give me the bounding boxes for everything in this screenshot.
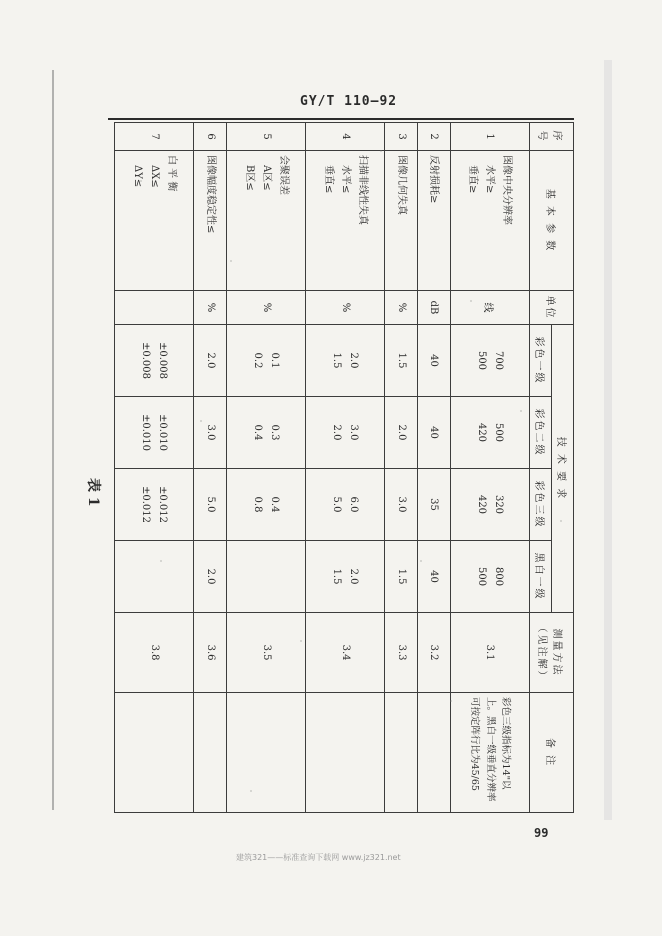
unit-cell bbox=[115, 291, 194, 325]
scan-speck bbox=[420, 560, 422, 562]
table-row bbox=[226, 123, 305, 813]
l3-line: ±0.012 bbox=[157, 485, 169, 523]
l2-line: 0.3 bbox=[269, 424, 281, 441]
bw-cell bbox=[194, 541, 227, 613]
l3-line: 420 bbox=[475, 494, 487, 515]
scan-speck bbox=[300, 640, 302, 642]
note-cell bbox=[226, 693, 305, 813]
bw-line: 1.5 bbox=[331, 568, 343, 585]
standard-code: GY/T 110—92 bbox=[300, 94, 398, 109]
param-line: A区≤ bbox=[260, 165, 272, 191]
l3-line: 5.0 bbox=[331, 496, 343, 513]
scan-speck bbox=[250, 790, 252, 792]
param-line: 垂直≥ bbox=[467, 165, 479, 194]
l3-cell bbox=[115, 469, 194, 541]
l3-line: 35 bbox=[428, 498, 440, 511]
param-cell bbox=[450, 151, 529, 291]
l1-cell bbox=[194, 325, 227, 397]
spec-table-container bbox=[114, 122, 574, 812]
bw-line: 800 bbox=[492, 566, 504, 587]
l2-line: ±0.010 bbox=[157, 413, 169, 451]
note-cell bbox=[194, 693, 227, 813]
col-tech-req: 技 术 要 求 bbox=[552, 325, 574, 613]
l1-cell bbox=[385, 325, 418, 397]
bw-cell bbox=[226, 541, 305, 613]
scan-speck bbox=[230, 260, 232, 262]
table-row bbox=[385, 123, 418, 813]
note-cell bbox=[115, 693, 194, 813]
l2-cell bbox=[418, 397, 451, 469]
watermark-text: 建筑321——标准查询下载网 www.jz321.net bbox=[236, 853, 401, 862]
unit-cell: dB bbox=[418, 291, 451, 325]
table-title: 表 1 bbox=[85, 478, 101, 507]
method-cell: 3.4 bbox=[306, 613, 385, 693]
table-row bbox=[418, 123, 451, 813]
header-rule bbox=[108, 118, 574, 120]
seq-cell: 1 bbox=[450, 123, 529, 151]
l1-cell bbox=[450, 325, 529, 397]
l1-line: ±0.008 bbox=[140, 341, 152, 379]
l2-line: 2.0 bbox=[395, 424, 407, 441]
seq-cell: 7 bbox=[115, 123, 194, 151]
method-cell: 3.5 bbox=[226, 613, 305, 693]
note-cell bbox=[306, 693, 385, 813]
table-row bbox=[194, 123, 227, 813]
param-cell bbox=[115, 151, 194, 291]
scan-speck bbox=[200, 420, 202, 422]
note-cell bbox=[385, 693, 418, 813]
bw-cell bbox=[418, 541, 451, 613]
col-method: 测量方法（见注解） bbox=[530, 613, 574, 693]
seq-cell: 4 bbox=[306, 123, 385, 151]
l1-cell bbox=[115, 325, 194, 397]
table-row bbox=[306, 123, 385, 813]
param-line: 会聚误差 bbox=[277, 155, 289, 195]
col-level3: 彩色三级 bbox=[530, 469, 552, 541]
param-cell bbox=[194, 151, 227, 291]
col-note: 备 注 bbox=[530, 693, 574, 813]
method-cell: 3.3 bbox=[385, 613, 418, 693]
unit-cell: % bbox=[385, 291, 418, 325]
l3-cell bbox=[306, 469, 385, 541]
l3-cell bbox=[226, 469, 305, 541]
l2-line: 0.4 bbox=[252, 424, 264, 441]
bw-line: 2.0 bbox=[204, 568, 216, 585]
table-row bbox=[450, 123, 529, 813]
note-cell bbox=[418, 693, 451, 813]
l2-line: 500 bbox=[492, 422, 504, 443]
l3-cell bbox=[194, 469, 227, 541]
l3-line: 0.8 bbox=[252, 496, 264, 513]
param-cell bbox=[226, 151, 305, 291]
seq-cell: 5 bbox=[226, 123, 305, 151]
l3-line: 0.4 bbox=[269, 496, 281, 513]
l3-cell bbox=[450, 469, 529, 541]
param-line: 水平≤ bbox=[339, 165, 351, 194]
param-cell bbox=[306, 151, 385, 291]
bw-cell bbox=[385, 541, 418, 613]
l2-line: 3.0 bbox=[204, 424, 216, 441]
param-line: 反射损耗≥ bbox=[428, 155, 440, 204]
scan-speck bbox=[380, 150, 382, 152]
param-line: ΔY≤ bbox=[131, 165, 143, 188]
bw-cell bbox=[306, 541, 385, 613]
col-param: 基 本 参 数 bbox=[530, 151, 574, 291]
l1-line: ±0.008 bbox=[157, 341, 169, 379]
method-cell: 3.8 bbox=[115, 613, 194, 693]
scan-speck bbox=[470, 300, 472, 302]
scan-speck bbox=[520, 410, 522, 412]
l1-line: 0.2 bbox=[252, 352, 264, 369]
bw-line: 2.0 bbox=[348, 568, 360, 585]
l3-line: 3.0 bbox=[395, 496, 407, 513]
l2-cell bbox=[226, 397, 305, 469]
param-line: B区≤ bbox=[243, 165, 255, 191]
l2-line: 40 bbox=[428, 426, 440, 439]
param-line: 图像中央分辨率 bbox=[501, 155, 513, 225]
scan-speck bbox=[160, 560, 162, 562]
param-line: 垂直≤ bbox=[322, 165, 334, 194]
seq-cell: 2 bbox=[418, 123, 451, 151]
l1-cell bbox=[226, 325, 305, 397]
param-line: 图像幅度稳定性≤ bbox=[204, 155, 216, 234]
param-cell bbox=[385, 151, 418, 291]
bw-line: 1.5 bbox=[395, 568, 407, 585]
unit-cell: % bbox=[194, 291, 227, 325]
l2-line: ±0.010 bbox=[140, 413, 152, 451]
scan-spine-shadow bbox=[52, 70, 54, 810]
method-cell: 3.6 bbox=[194, 613, 227, 693]
table-row bbox=[115, 123, 194, 813]
param-line: 水平≥ bbox=[484, 165, 496, 194]
l3-cell bbox=[385, 469, 418, 541]
scan-speck bbox=[450, 700, 452, 702]
param-line: 扫描非线性失真 bbox=[356, 155, 368, 225]
l1-line: 2.0 bbox=[348, 352, 360, 369]
l2-cell bbox=[450, 397, 529, 469]
bw-cell bbox=[450, 541, 529, 613]
l1-line: 700 bbox=[492, 350, 504, 371]
l2-cell bbox=[194, 397, 227, 469]
l2-cell bbox=[306, 397, 385, 469]
param-line: ΔX≤ bbox=[148, 165, 160, 188]
l1-line: 1.5 bbox=[331, 352, 343, 369]
note-cell: 彩色三级指标为14"以上。黑白一级垂直分辨率可按定阵行比为45/65 bbox=[450, 693, 529, 813]
bw-cell bbox=[115, 541, 194, 613]
l1-cell bbox=[418, 325, 451, 397]
scan-edge-shadow bbox=[604, 60, 612, 820]
l2-cell bbox=[115, 397, 194, 469]
page-number: 99 bbox=[534, 826, 549, 840]
col-bw1: 黑白一级 bbox=[530, 541, 552, 613]
l1-line: 40 bbox=[428, 354, 440, 367]
unit-cell: 线 bbox=[450, 291, 529, 325]
param-line: 图像几何失真 bbox=[395, 155, 407, 215]
unit-cell: % bbox=[306, 291, 385, 325]
l2-line: 3.0 bbox=[348, 424, 360, 441]
seq-cell: 6 bbox=[194, 123, 227, 151]
col-level2: 彩色二级 bbox=[530, 397, 552, 469]
l3-line: 320 bbox=[492, 494, 504, 515]
l2-cell bbox=[385, 397, 418, 469]
bw-line: 40 bbox=[428, 570, 440, 583]
l3-line: 5.0 bbox=[204, 496, 216, 513]
header-row bbox=[552, 123, 574, 813]
col-unit: 单位 bbox=[530, 291, 574, 325]
l1-line: 1.5 bbox=[395, 352, 407, 369]
l2-line: 420 bbox=[475, 422, 487, 443]
l3-line: 6.0 bbox=[348, 496, 360, 513]
l3-line: ±0.012 bbox=[140, 485, 152, 523]
param-cell bbox=[418, 151, 451, 291]
l1-line: 500 bbox=[475, 350, 487, 371]
unit-cell: % bbox=[226, 291, 305, 325]
l2-line: 2.0 bbox=[331, 424, 343, 441]
method-cell: 3.2 bbox=[418, 613, 451, 693]
param-line: 白 平 衡 bbox=[165, 155, 177, 192]
seq-cell: 3 bbox=[385, 123, 418, 151]
l1-line: 2.0 bbox=[204, 352, 216, 369]
col-seq: 序号 bbox=[530, 123, 574, 151]
col-level1: 彩色一级 bbox=[530, 325, 552, 397]
l1-line: 0.1 bbox=[269, 352, 281, 369]
table-body bbox=[115, 123, 530, 813]
spec-table bbox=[114, 122, 574, 813]
scan-speck bbox=[140, 180, 142, 182]
l3-cell bbox=[418, 469, 451, 541]
bw-line: 500 bbox=[475, 566, 487, 587]
method-cell: 3.1 bbox=[450, 613, 529, 693]
scan-speck bbox=[560, 520, 562, 522]
l1-cell bbox=[306, 325, 385, 397]
